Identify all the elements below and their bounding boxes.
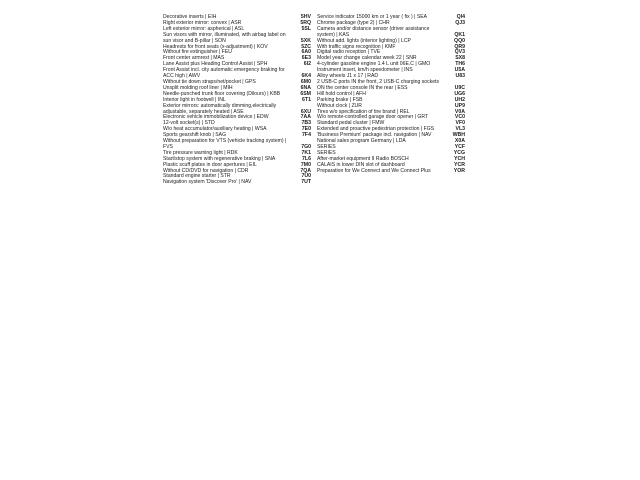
option-description: 12-volt socket(s) | STD [163,120,215,127]
option-description: Decorative inserts | EIH [163,14,217,20]
option-description: Standard pedal cluster | FMW [317,120,385,127]
option-code: 5HV [300,14,311,20]
option-description: Extended and proactive pedestrian protection | FGS [317,126,435,133]
option-code: 5ZC [301,43,311,50]
option-code: 7F4 [302,132,311,139]
option-description: Instrument insert, km/h speedometer | INS [317,67,413,74]
option-row [163,180,311,186]
option-description: Headrests for front seats (x-adjustment) | KOV [163,43,268,50]
option-description: Without add. lights (interior lighting) | LCP [317,37,411,44]
option-description: Plastic scuff plates in door apertures | EIL [163,161,257,168]
option-description: Sun visors with mirror, illuminated, with airbag label on sun visor and B-pillar | SON [163,31,286,44]
option-row [317,80,465,92]
option-code: U5A [454,67,465,74]
option-code: UP9 [454,102,465,109]
option-code: TH6 [455,61,465,68]
option-description: W/o heat accumulator/auxiliary heating | WSA [163,126,267,133]
option-code: 7L6 [302,155,311,162]
option-description: With traffic signs recognition | KMF [317,43,396,50]
option-code: 7U0 [301,173,311,180]
option-description: 2 USB-C ports IN the front, 2 USB-C charging sockets ON the center console IN the rear | ESS [317,78,440,91]
option-row [163,33,311,45]
option-description: Digital radio reception | TVE [317,49,381,56]
option-description: Needle-punched trunk floor covering (Dilours) | KBB [163,90,281,97]
option-code: 7K1 [301,149,311,156]
option-description: Navigation system 'Discover Pro' | NAV [163,179,252,186]
option-description: CALAIS in lower DIN slot of dashboard [317,161,405,168]
option-code: 5XK [300,37,311,44]
option-description: Left exterior mirror: aspherical | ASL [163,25,245,32]
option-description: Without clock | ZUR [317,102,362,109]
option-code: X0A [454,138,465,145]
option-code: U9C [454,84,465,91]
option-code: 7B3 [301,120,311,127]
option-code: 6M0 [300,78,311,85]
options-column-right [317,15,465,174]
option-description: W/o remote-controlled garage door opener | GRT [317,114,429,121]
option-code: UH2 [454,96,465,103]
option-description: Alloy wheels J1 x 17 | RAD [317,73,379,80]
option-description: SERIES [317,143,336,150]
option-code: SX8 [455,55,465,62]
option-code: QI4 [456,14,465,20]
option-code: 5SL [301,25,311,32]
option-code: 7QA [300,167,311,174]
option-row [317,169,465,175]
option-code: YCH [454,155,465,162]
option-code: QR9 [454,43,465,50]
option-description: Model year change calendar week 22 | SNR [317,55,417,62]
option-description: After-market equipment II Radio BOSCH [317,155,409,162]
option-code: YCR [454,161,465,168]
option-code: 7AA [300,114,311,121]
option-description: Interior light in footwell | INL [163,96,226,103]
option-code: U83 [455,73,465,80]
option-description: Front Assist incl. city automatic emergency braking for ACC high | AWV [163,67,285,80]
option-description: 4-cylinder gasoline engine 1.4 L unit 06E.C | GMO [317,61,431,68]
option-code: WBH [452,132,465,139]
options-column-left [163,15,311,186]
option-code: VC0 [454,114,465,121]
option-code: 6NA [300,84,311,91]
option-description: Preparation for We Connect and We Connect Plus [317,167,431,174]
option-description: Without tie down straps/net/pocket | GPS [163,78,256,85]
option-description: National sales program Germany | LDA [317,138,406,145]
option-code: UG6 [454,90,465,97]
option-description: Tires w/o specification of tire brand | REL [317,108,410,115]
option-code: 6SM [300,90,311,97]
option-description: Sports gearshift knob | SAG [163,132,227,139]
option-description: Standard engine starter | STR [163,173,231,180]
option-description: SERIES [317,149,336,156]
option-code: QQ0 [454,37,465,44]
option-code: QJ3 [455,19,465,26]
option-code: 6I2 [303,61,311,68]
option-code: YOR [453,167,465,174]
option-code: V0A [454,108,465,115]
option-code: 7G0 [301,143,311,150]
option-code: YCF [454,143,465,150]
option-description: Without preparation for VTS (vehicle tracking system) | FVS [163,138,287,150]
option-description: Without fire extinguisher | FEU [163,49,232,56]
option-description: Chrome package (type 2) | CHR [317,19,390,26]
option-description: Camera and/or distance sensor (driver assistance system) | KAS [317,25,430,38]
option-code: QK1 [454,31,465,38]
option-code: 7UT [301,179,311,186]
option-code: 5RQ [300,19,311,26]
option-code: 6XU [300,108,311,115]
option-row [317,27,465,39]
option-description: 'Business Premium' package incl. navigation | NAV [317,132,432,139]
option-description: Right exterior mirror: convex | ASR [163,19,242,26]
option-code: 6K4 [301,73,311,80]
option-code: QV3 [454,49,465,56]
option-description: Electronic vehicle immobilization device | EDW [163,114,269,121]
option-description: Exterior mirrors: automatically dimming,electrically adjustable, separately heated | ASE [163,102,277,115]
option-description: Parking brake | FSB [317,96,363,103]
option-code: YCG [453,149,465,156]
option-description: Lane Assist plus Heading Control Assist | SPH [163,61,268,68]
option-code: 7E0 [301,126,311,133]
option-description: Front center armrest | MAS [163,55,225,62]
option-code: 6A0 [301,49,311,56]
option-description: Unsplit molding roof liner | MIH [163,84,233,91]
option-code: 6E3 [301,55,311,62]
option-description: Service indicator 15000 km or 1 year ( fix ) | SEA [317,14,428,20]
option-code: VF0 [455,120,465,127]
option-code: VL3 [455,126,465,133]
option-description: Without CD/DVD for navigation | CDR [163,167,249,174]
option-code: 6T1 [302,96,311,103]
option-description: Hill hold control | AFH [317,90,366,97]
option-code: 7M0 [300,161,311,168]
option-description: Start/stop system with regenerative braking | SNA [163,155,276,162]
option-description: Tire pressure warning light | RDK [163,149,238,156]
